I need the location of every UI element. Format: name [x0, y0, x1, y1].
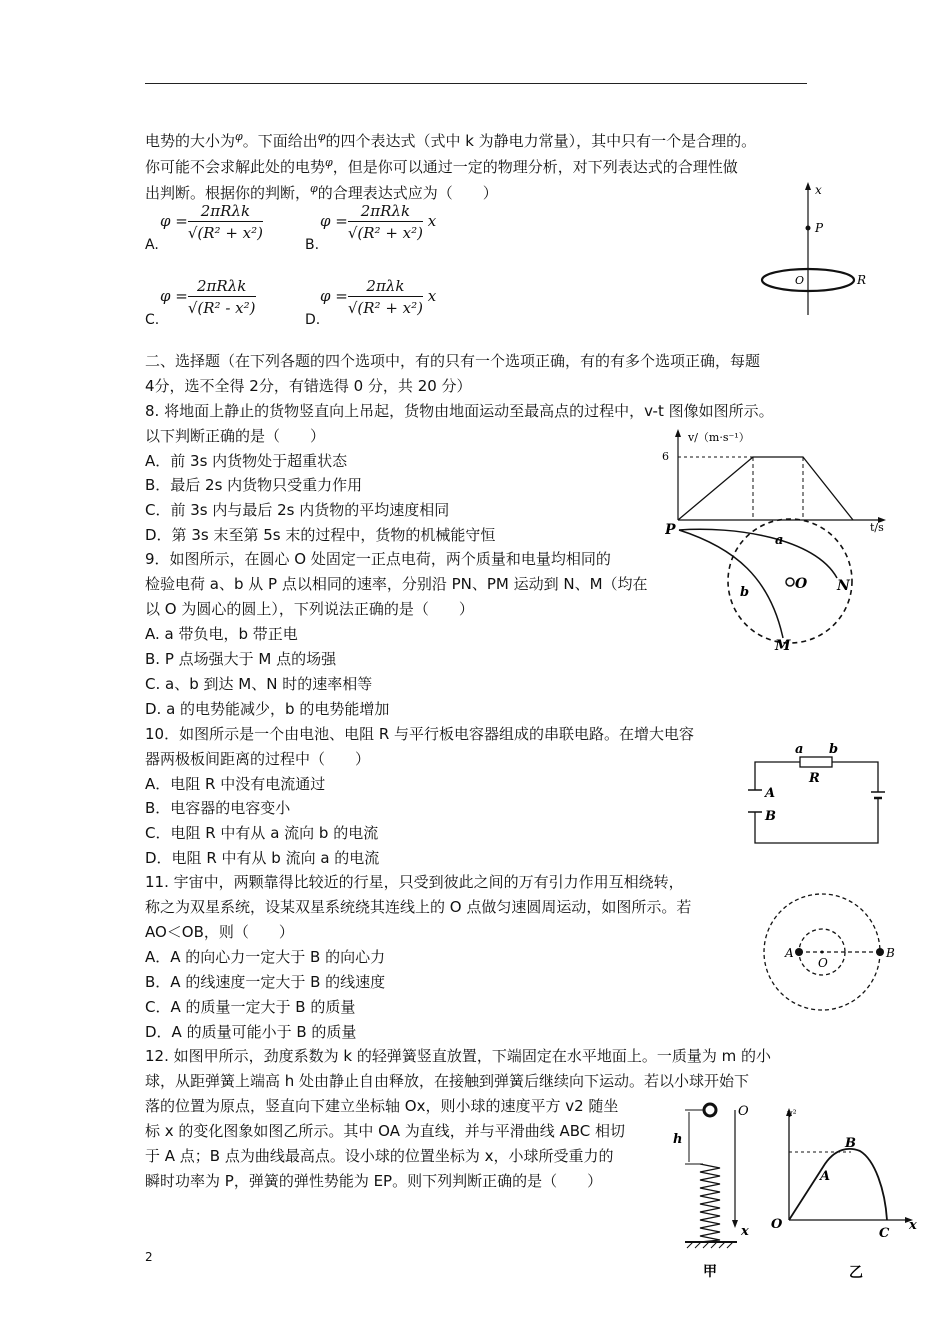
- axis-label: x: [815, 183, 822, 197]
- point-p-label: P: [665, 522, 676, 538]
- point-o-label: O: [795, 274, 805, 287]
- spring-coil: [700, 1164, 720, 1242]
- header-rule: [145, 83, 807, 84]
- q7-option-b-formula: φ = $\frac{\text{2πRλk}}{\text{√(R² + x²)}}$ x: [320, 202, 437, 242]
- q12-v2-x-chart: [765, 1105, 925, 1285]
- origin-label: O: [738, 1104, 749, 1119]
- q9-option-d: D. a 的电势能减少，b 的电势能增加: [145, 700, 390, 718]
- wire-left-top: [755, 762, 800, 790]
- q10-option-b: B．电容器的电容变小: [145, 799, 291, 817]
- q12-stem-2: 球，从距弹簧上端高 h 处由静止自由释放，在接触到弹簧后继续向下运动。若以小球开始下: [145, 1072, 750, 1090]
- origin-label: O: [771, 1217, 783, 1232]
- star-a: [795, 948, 803, 956]
- height-label: h: [673, 1132, 683, 1147]
- q7-option-d-label: D.: [305, 312, 321, 328]
- section2-line-2: 4分，选不全得 2分，有错选得 0 分，共 20 分）: [145, 377, 472, 395]
- q11-stem-2: 称之为双星系统，设某双星系统绕其连线上的 O 点做匀速圆周运动，如图所示。若: [145, 898, 692, 916]
- q7-option-a-label: A.: [145, 237, 159, 253]
- q12-stem-4: 标 x 的变化图象如图乙所示。其中 OA 为直线，并与平滑曲线 ABC 相切: [145, 1122, 626, 1140]
- path-b-label: b: [740, 585, 750, 600]
- q7-option-c-label: C.: [145, 312, 160, 328]
- path-pm: [679, 530, 783, 638]
- q8-stem-1: 8. 将地面上静止的货物竖直向上吊起，货物由地面运动至最高点的过程中，v-t 图像如图所示。: [145, 402, 774, 420]
- q7-line-1: 电势的大小为$^\varphi$。下面给出$^\varphi$的四个表达式（式中 k 为静电力常量），其中只有一个是合理的。: [145, 130, 757, 150]
- q7-line-3: 出判断。根据你的判断，$^\varphi$的合理表达式应为（ ）: [145, 182, 498, 202]
- section2-line-1: 二、选择题（在下列各题的四个选项中，有的只有一个选项正确，有的有多个选项正确，每题: [145, 352, 761, 370]
- path-pn: [679, 529, 837, 578]
- q7-option-d-formula: φ = $\frac{\text{2πλk}}{\text{√(R² + x²)}}$ x: [320, 277, 437, 317]
- q11-stem-1: 11. 宇宙中，两颗靠得比较近的行星，只受到彼此之间的万有引力作用互相绕转，: [145, 873, 684, 891]
- page-number: 2: [145, 1250, 153, 1264]
- q10-circuit-figure: [745, 740, 885, 850]
- center-o: [821, 951, 824, 954]
- x-label: x: [909, 1218, 917, 1233]
- q11-stem-3: AO＜OB，则（ ）: [145, 923, 294, 941]
- plate-a-label: A: [765, 786, 776, 801]
- caption-yi: 乙: [849, 1265, 863, 1281]
- q9-option-a: A. a 带负电，b 带正电: [145, 625, 298, 643]
- q11-option-c: C．A 的质量一定大于 B 的质量: [145, 998, 356, 1016]
- q7-ring-figure: [755, 180, 875, 320]
- terminal-b-label: b: [829, 742, 839, 757]
- y-tick-6: 6: [662, 450, 669, 463]
- q12-stem-5: 于 A 点；B 点为曲线最高点。设小球的位置坐标为 x，小球所受重力的: [145, 1147, 614, 1165]
- center-o-label: O: [795, 576, 808, 592]
- q12-spring-figure: [665, 1098, 775, 1283]
- y-axis-arrow: [675, 429, 681, 437]
- point-m-label: M: [775, 638, 791, 653]
- q10-option-c: C．电阻 R 中有从 a 流向 b 的电流: [145, 824, 379, 842]
- x-axis-arrow: [732, 1220, 738, 1228]
- point-b-label: B: [845, 1136, 856, 1151]
- q12-stem-1: 12. 如图甲所示，劲度系数为 k 的轻弹簧竖直放置，下端固定在水平地面上。一质量为 m 的小: [145, 1047, 771, 1065]
- terminal-a-label: a: [795, 742, 804, 757]
- x-axis-label: t/s: [870, 521, 884, 534]
- plate-b-label: B: [765, 809, 776, 824]
- q9-stem-2: 检验电荷 a、b 从 P 点以相同的速率，分别沿 PN、PM 运动到 N、M（均在: [145, 575, 648, 593]
- q12-stem-6: 瞬时功率为 P，弹簧的弹性势能为 EP。则下列判断正确的是（ ）: [145, 1172, 603, 1190]
- point-a-label: A: [820, 1169, 831, 1184]
- q9-stem-1: 9．如图所示，在圆心 O 处固定一正点电荷，两个质量和电量均相同的: [145, 550, 611, 568]
- q11-option-b: B．A 的线速度一定大于 B 的线速度: [145, 973, 386, 991]
- q11-option-d: D．A 的质量可能小于 B 的质量: [145, 1023, 357, 1041]
- point-p: [806, 226, 811, 231]
- q11-binary-star-figure: [760, 880, 905, 1025]
- q9-stem-3: 以 O 为圆心的圆上），下列说法正确的是（ ）: [145, 600, 474, 618]
- q8-option-c: C．前 3s 内与最后 2s 内货物的平均速度相同: [145, 501, 450, 519]
- y-axis-label: v/（m·s⁻¹）: [688, 431, 750, 444]
- axis-arrow: [805, 182, 811, 190]
- resistor: [800, 757, 832, 767]
- v2-curve: [789, 1149, 887, 1220]
- wire-right-top: [832, 762, 878, 792]
- q9-field-figure: [665, 518, 875, 653]
- ball: [704, 1104, 716, 1116]
- velocity-series: [678, 457, 853, 520]
- q8-option-b: B．最后 2s 内货物只受重力作用: [145, 476, 363, 494]
- star-a-label: A: [785, 946, 794, 960]
- q10-stem-1: 10．如图所示是一个由电池、电阻 R 与平行板电容器组成的串联电路。在增大电容: [145, 725, 695, 743]
- q8-option-a: A．前 3s 内货物处于超重状态: [145, 452, 348, 470]
- point-n-label: N: [837, 578, 850, 594]
- q7-option-c-formula: φ = $\frac{\text{2πRλk}}{\text{√(R² - x²)}}$: [160, 277, 256, 317]
- point-p-label: P: [815, 221, 824, 235]
- q10-option-d: D．电阻 R 中有从 b 流向 a 的电流: [145, 849, 380, 867]
- q10-stem-2: 器两极板间距离的过程中（ ）: [145, 750, 371, 768]
- x-label: x: [741, 1224, 749, 1239]
- center-o-label: O: [818, 956, 828, 970]
- path-a-label: a: [775, 533, 784, 548]
- q9-option-c: C. a、b 到达 M、N 时的速率相等: [145, 675, 373, 693]
- center-charge: [786, 578, 794, 586]
- equipotential-circle: [728, 519, 852, 643]
- q12-stem-3: 落的位置为原点，竖直向下建立坐标轴 Ox，则小球的速度平方 v2 随坐: [145, 1097, 619, 1115]
- q9-option-b: B. P 点场强大于 M 点的场强: [145, 650, 337, 668]
- q8-option-d: D．第 3s 末至第 5s 末的过程中，货物的机械能守恒: [145, 526, 496, 544]
- q10-option-a: A．电阻 R 中没有电流通过: [145, 775, 326, 793]
- resistor-label: R: [809, 771, 820, 786]
- ring-radius-label: R: [857, 273, 867, 287]
- star-b: [876, 948, 884, 956]
- q7-line-2: 你可能不会求解此处的电势$^\varphi$，但是你可以通过一定的物理分析，对下列表达式的合理性做: [145, 156, 738, 176]
- star-b-label: B: [886, 946, 895, 960]
- q7-option-b-label: B.: [305, 237, 320, 253]
- q7-option-a-formula: φ = $\frac{\text{2πRλk}}{\text{√(R² + x²)}}$: [160, 202, 263, 242]
- point-c-label: C: [879, 1226, 890, 1241]
- q11-option-a: A．A 的向心力一定大于 B 的向心力: [145, 948, 386, 966]
- v2-label: v²: [787, 1109, 797, 1120]
- caption-jia: 甲: [703, 1264, 717, 1280]
- q8-stem-2: 以下判断正确的是（ ）: [145, 427, 326, 445]
